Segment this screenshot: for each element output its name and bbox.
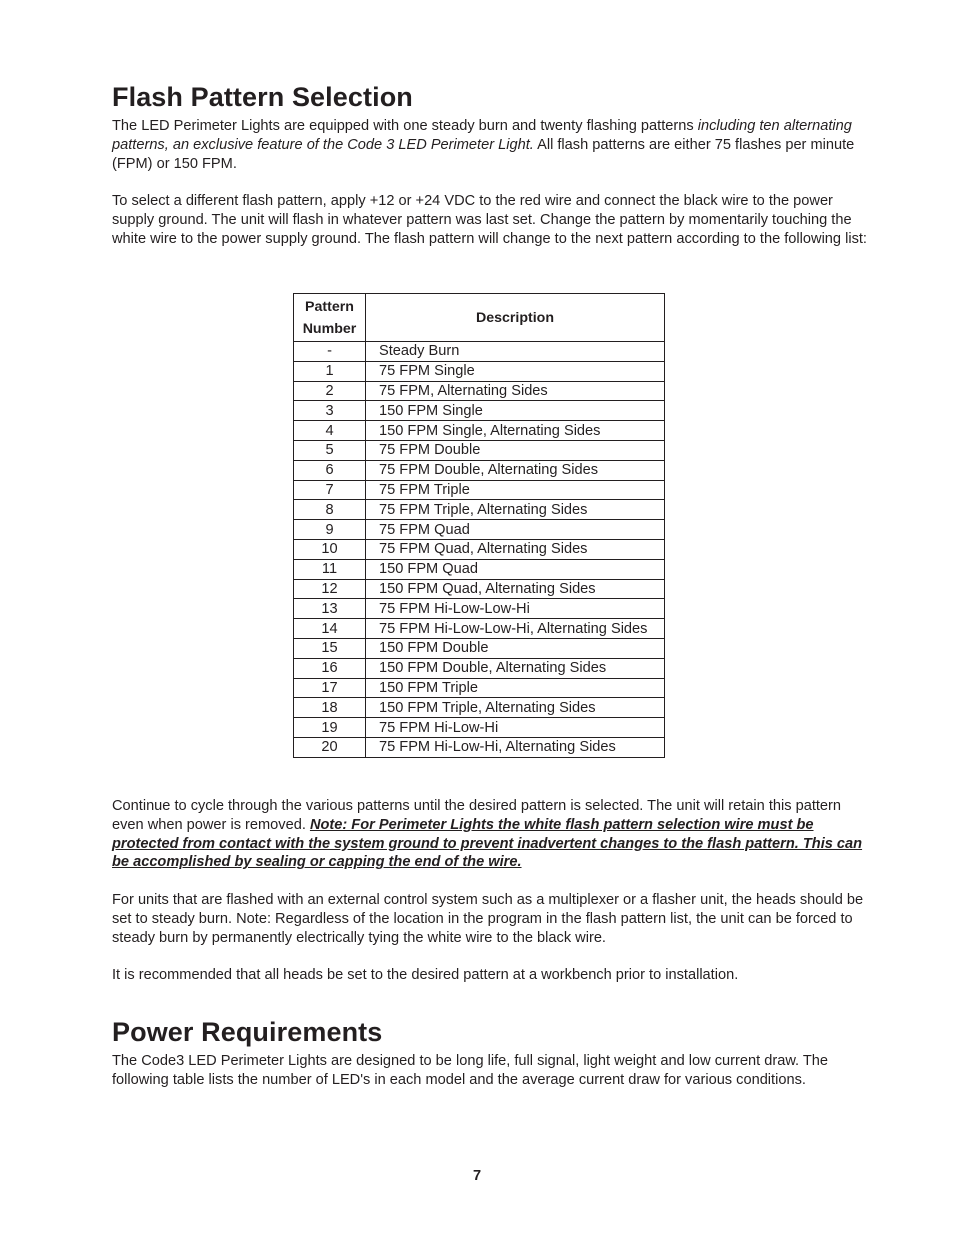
pattern-description-cell: 150 FPM Triple xyxy=(366,678,665,698)
pattern-number-cell: 14 xyxy=(294,619,366,639)
flash-pattern-table xyxy=(293,293,665,758)
pattern-description-cell: 75 FPM Quad, Alternating Sides xyxy=(366,539,665,559)
table-row xyxy=(294,658,665,678)
table-row xyxy=(294,460,665,480)
pattern-description-cell: 75 FPM Hi-Low-Hi, Alternating Sides xyxy=(366,737,665,757)
pattern-description-cell: 75 FPM Hi-Low-Low-Hi xyxy=(366,599,665,619)
continue-paragraph xyxy=(112,797,872,872)
pattern-description-cell: 150 FPM Double xyxy=(366,638,665,658)
table-row xyxy=(294,559,665,579)
header-number-line2: Number xyxy=(302,320,357,337)
section-title-power-requirements: Power Requirements xyxy=(112,1017,383,1047)
intro-paragraph xyxy=(112,117,872,173)
table-row xyxy=(294,361,665,381)
pattern-number-cell: 6 xyxy=(294,460,366,480)
table-row xyxy=(294,480,665,500)
table-header-row xyxy=(294,294,665,342)
pattern-number-cell: 15 xyxy=(294,638,366,658)
continue-text: Continue to cycle through the various patterns until the desired pattern is selected. The unit will retain this pattern even when power is removed. xyxy=(112,798,842,833)
table-row xyxy=(294,342,665,362)
pattern-number-cell: 9 xyxy=(294,520,366,540)
pattern-number-cell: 5 xyxy=(294,440,366,460)
section-title-flash-pattern: Flash Pattern Selection xyxy=(112,82,413,112)
table-row xyxy=(294,401,665,421)
pattern-description-cell: 75 FPM Triple xyxy=(366,480,665,500)
pattern-number-cell: 12 xyxy=(294,579,366,599)
pattern-description-cell: 150 FPM Single xyxy=(366,401,665,421)
select-paragraph: To select a different flash pattern, apply +12 or +24 VDC to the red wire and connect the black wire to the power supply ground. The unit will flash in whatever pattern was last set. Change the pattern by momentarily touching the white wire to the power supply ground. The flash pattern will change to the next pattern according to the following list: xyxy=(112,193,867,247)
table-row xyxy=(294,638,665,658)
table-row xyxy=(294,619,665,639)
continue-note: Note: For Perimeter Lights the white flash pattern selection wire must be protected from contact with the system ground to prevent inadvertent changes to the flash pattern. This can be accomplished by sealing or capping the end of the wire. xyxy=(112,816,863,871)
pattern-number-cell: 2 xyxy=(294,381,366,401)
table-row xyxy=(294,718,665,738)
table-row xyxy=(294,678,665,698)
header-description: Description xyxy=(366,294,665,342)
pattern-description-cell: Steady Burn xyxy=(366,342,665,362)
table-row xyxy=(294,539,665,559)
pattern-description-cell: 75 FPM Quad xyxy=(366,520,665,540)
pattern-description-cell: 150 FPM Quad xyxy=(366,559,665,579)
header-number-line1: Pattern xyxy=(305,298,354,315)
pattern-description-cell: 150 FPM Quad, Alternating Sides xyxy=(366,579,665,599)
power-paragraph: The Code3 LED Perimeter Lights are designed to be long life, full signal, light weight and low current draw. The following table lists the number of LED's in each model and the average current draw for various conditions. xyxy=(112,1053,829,1088)
table-row xyxy=(294,500,665,520)
table-row xyxy=(294,599,665,619)
pattern-description-cell: 150 FPM Triple, Alternating Sides xyxy=(366,698,665,718)
pattern-number-cell: 13 xyxy=(294,599,366,619)
pattern-number-cell: 1 xyxy=(294,361,366,381)
page-number: 7 xyxy=(472,1168,482,1184)
pattern-number-cell: 11 xyxy=(294,559,366,579)
table-row xyxy=(294,440,665,460)
pattern-number-cell: 19 xyxy=(294,718,366,738)
pattern-number-cell: 18 xyxy=(294,698,366,718)
table-row xyxy=(294,579,665,599)
table-row xyxy=(294,421,665,441)
pattern-number-cell: 4 xyxy=(294,421,366,441)
pattern-description-cell: 75 FPM Single xyxy=(366,361,665,381)
external-control-paragraph: For units that are flashed with an external control system such as a multiplexer or a flasher unit, the heads should be set to steady burn. Note: Regardless of the location in the program in the flash pattern list, the unit can be forced to steady burn by permanently electrically tying the white wire to the black wire. xyxy=(112,892,864,946)
header-pattern-number xyxy=(294,294,366,342)
table-row xyxy=(294,381,665,401)
pattern-description-cell: 75 FPM Hi-Low-Hi xyxy=(366,718,665,738)
pattern-description-cell: 75 FPM Hi-Low-Low-Hi, Alternating Sides xyxy=(366,619,665,639)
pattern-number-cell: 8 xyxy=(294,500,366,520)
pattern-description-cell: 75 FPM Double xyxy=(366,440,665,460)
workbench-paragraph: It is recommended that all heads be set to the desired pattern at a workbench prior to installation. xyxy=(112,967,739,983)
intro-text-b: All flash patterns are either 75 flashes per minute (FPM) or 150 FPM. xyxy=(112,136,855,172)
intro-text-a: The LED Perimeter Lights are equipped with one steady burn and twenty flashing patterns xyxy=(112,118,698,134)
table-row xyxy=(294,698,665,718)
intro-text-italic: including ten alternating patterns, an exclusive feature of the Code 3 LED Perimeter Light. xyxy=(112,118,852,153)
pattern-number-cell: 7 xyxy=(294,480,366,500)
table-row xyxy=(294,737,665,757)
table-body xyxy=(294,342,665,758)
pattern-description-cell: 150 FPM Single, Alternating Sides xyxy=(366,421,665,441)
pattern-number-cell: 3 xyxy=(294,401,366,421)
pattern-number-cell: 17 xyxy=(294,678,366,698)
pattern-number-cell: 16 xyxy=(294,658,366,678)
pattern-number-cell: - xyxy=(294,342,366,362)
pattern-number-cell: 10 xyxy=(294,539,366,559)
pattern-description-cell: 75 FPM Double, Alternating Sides xyxy=(366,460,665,480)
pattern-description-cell: 150 FPM Double, Alternating Sides xyxy=(366,658,665,678)
pattern-number-cell: 20 xyxy=(294,737,366,757)
pattern-description-cell: 75 FPM, Alternating Sides xyxy=(366,381,665,401)
pattern-description-cell: 75 FPM Triple, Alternating Sides xyxy=(366,500,665,520)
table-row xyxy=(294,520,665,540)
